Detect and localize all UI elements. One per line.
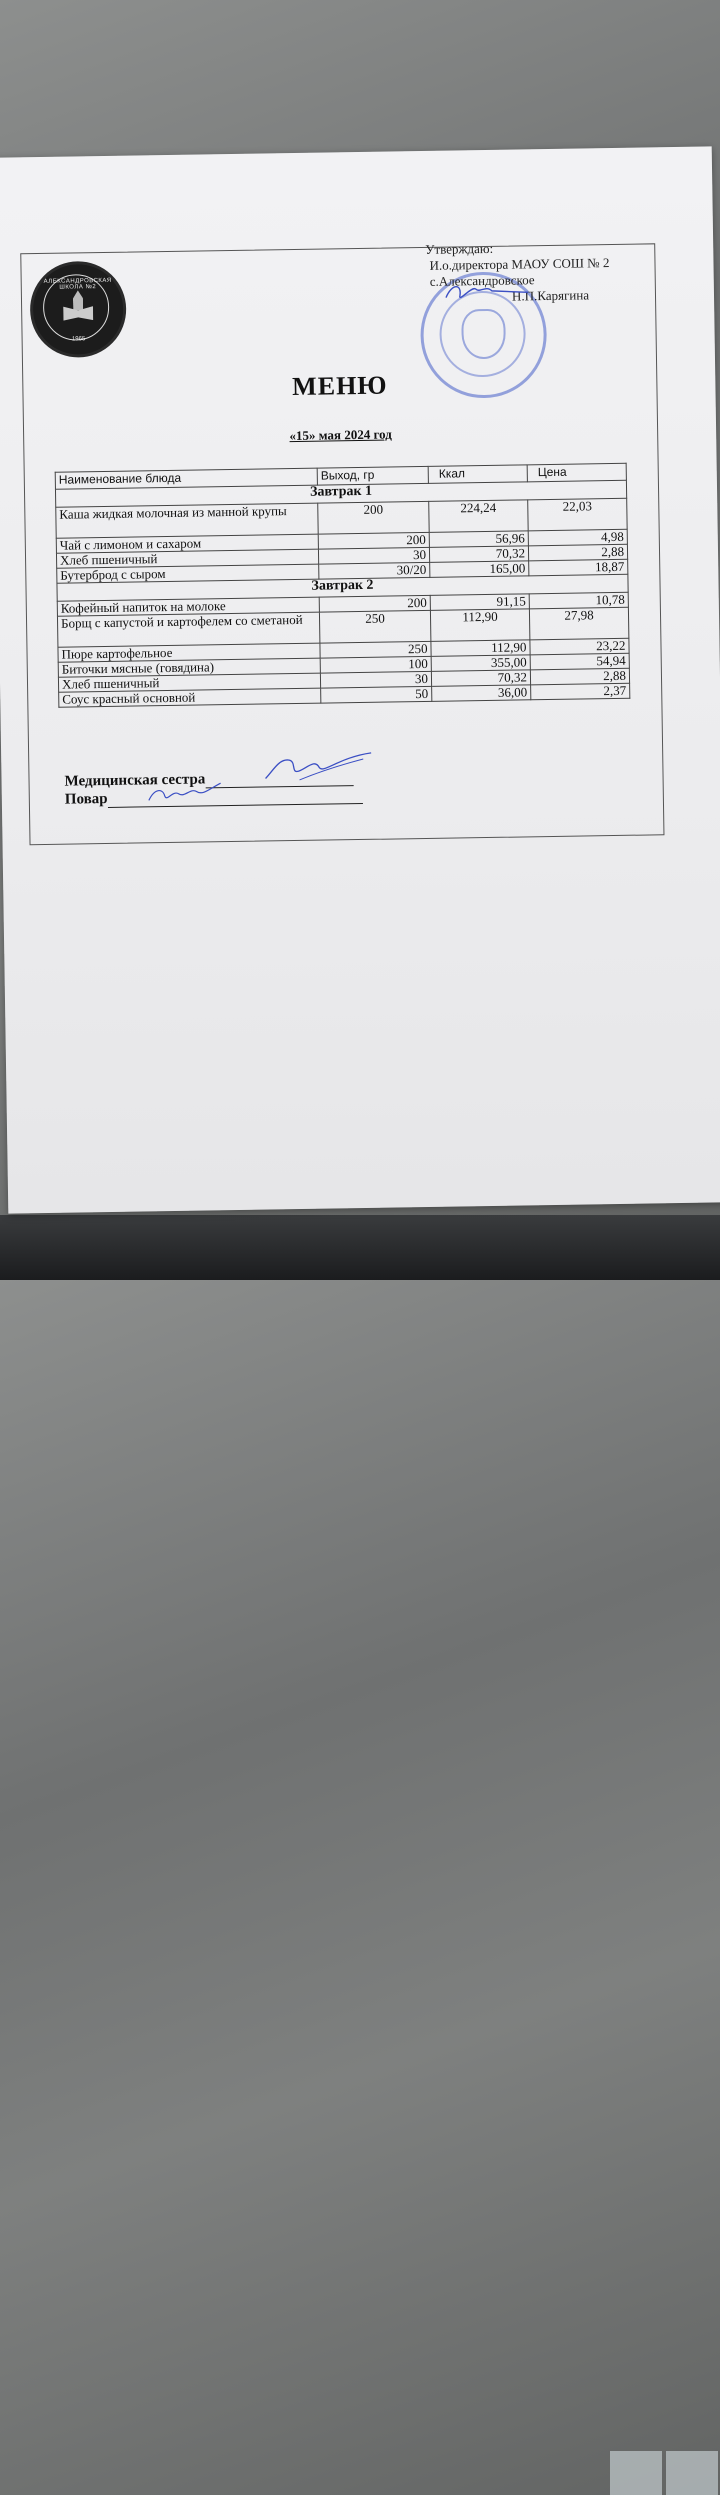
- dish-output: 200: [319, 595, 430, 612]
- dish-output: 50: [321, 686, 432, 703]
- dish-output: 30/20: [319, 562, 430, 579]
- logo-text: АЛЕКСАНДРОВСКАЯ ШКОЛА №2: [43, 277, 112, 291]
- approval-line-1: Утверждаю:: [425, 240, 494, 257]
- dish-kcal: 165,00: [430, 561, 529, 578]
- approval-line-2: И.о.директора МАОУ СОШ № 2: [429, 255, 610, 273]
- dish-kcal: 36,00: [432, 685, 531, 702]
- dish-output: 200: [318, 532, 429, 549]
- dish-name: Кофейный напиток на молоке: [57, 597, 319, 616]
- dish-price: 27,98: [529, 607, 628, 640]
- dish-kcal: 91,15: [430, 594, 529, 611]
- dish-price: 10,78: [529, 592, 628, 609]
- dish-kcal: 355,00: [431, 655, 530, 672]
- menu-table: [55, 463, 631, 708]
- section-title: Завтрак 2: [57, 574, 628, 601]
- dish-kcal: 70,32: [429, 546, 528, 563]
- dish-name: Пюре картофельное: [58, 643, 320, 662]
- dish-kcal: 224,24: [429, 500, 528, 533]
- menu-sheet: [0, 146, 720, 1213]
- logo-year: 1965: [71, 336, 86, 343]
- dish-name: Бутерброд с сыром: [57, 564, 319, 583]
- dish-name: Хлеб пшеничный: [58, 673, 320, 692]
- document-frame: [20, 240, 664, 845]
- header-dish: Наименование блюда: [55, 468, 317, 489]
- floor-background: [0, 1215, 720, 1280]
- dish-output: 30: [318, 547, 429, 564]
- dish-output: 100: [320, 656, 431, 673]
- dish-output: 30: [320, 671, 431, 688]
- header-output: Выход, гр: [317, 466, 428, 485]
- dish-kcal: 70,32: [431, 670, 530, 687]
- dish-price: 2,37: [531, 683, 630, 700]
- cook-signature: [145, 779, 225, 806]
- dish-name: Чай с лимоном и сахаром: [56, 534, 318, 553]
- header-kcal: Ккал: [428, 465, 527, 484]
- floor-tile: [666, 2451, 718, 2495]
- dish-kcal: 56,96: [429, 531, 528, 548]
- section-title: Завтрак 1: [55, 480, 626, 507]
- dish-name: Каша жидкая молочная из манной крупы: [56, 503, 318, 538]
- cook-label: Повар: [64, 790, 108, 808]
- nurse-signature: [259, 749, 380, 787]
- approval-line-3: с.Александровское: [429, 272, 535, 289]
- dish-price: 54,94: [530, 653, 629, 670]
- dish-price: 2,88: [530, 668, 629, 685]
- nurse-label: Медицинская сестра: [64, 771, 206, 790]
- director-signature: [442, 278, 532, 305]
- dish-price: 23,22: [530, 638, 629, 655]
- dish-name: Хлеб пшеничный: [56, 549, 318, 568]
- dish-price: 22,03: [528, 498, 627, 531]
- school-logo: [29, 261, 126, 358]
- dish-price: 4,98: [528, 529, 627, 546]
- header-price: Цена: [527, 463, 626, 482]
- page-title: МЕНЮ: [291, 370, 388, 402]
- dish-kcal: 112,90: [430, 609, 529, 642]
- dish-output: 250: [320, 641, 431, 658]
- menu-date: «15» мая 2024 год: [289, 426, 392, 444]
- floor-tile: [610, 2451, 662, 2495]
- dish-name: Биточки мясные (говядина): [58, 658, 320, 677]
- dish-price: 18,87: [529, 559, 628, 576]
- approval-line-4: Н.П.Карягина: [511, 287, 590, 304]
- dish-name: Соус красный основной: [59, 688, 321, 707]
- dish-output: 250: [319, 610, 430, 643]
- dish-kcal: 112,90: [431, 640, 530, 657]
- dish-name: Борщ с капустой и картофелем со сметаной: [57, 612, 319, 647]
- dish-price: 2,88: [528, 544, 627, 561]
- dish-output: 200: [318, 501, 429, 534]
